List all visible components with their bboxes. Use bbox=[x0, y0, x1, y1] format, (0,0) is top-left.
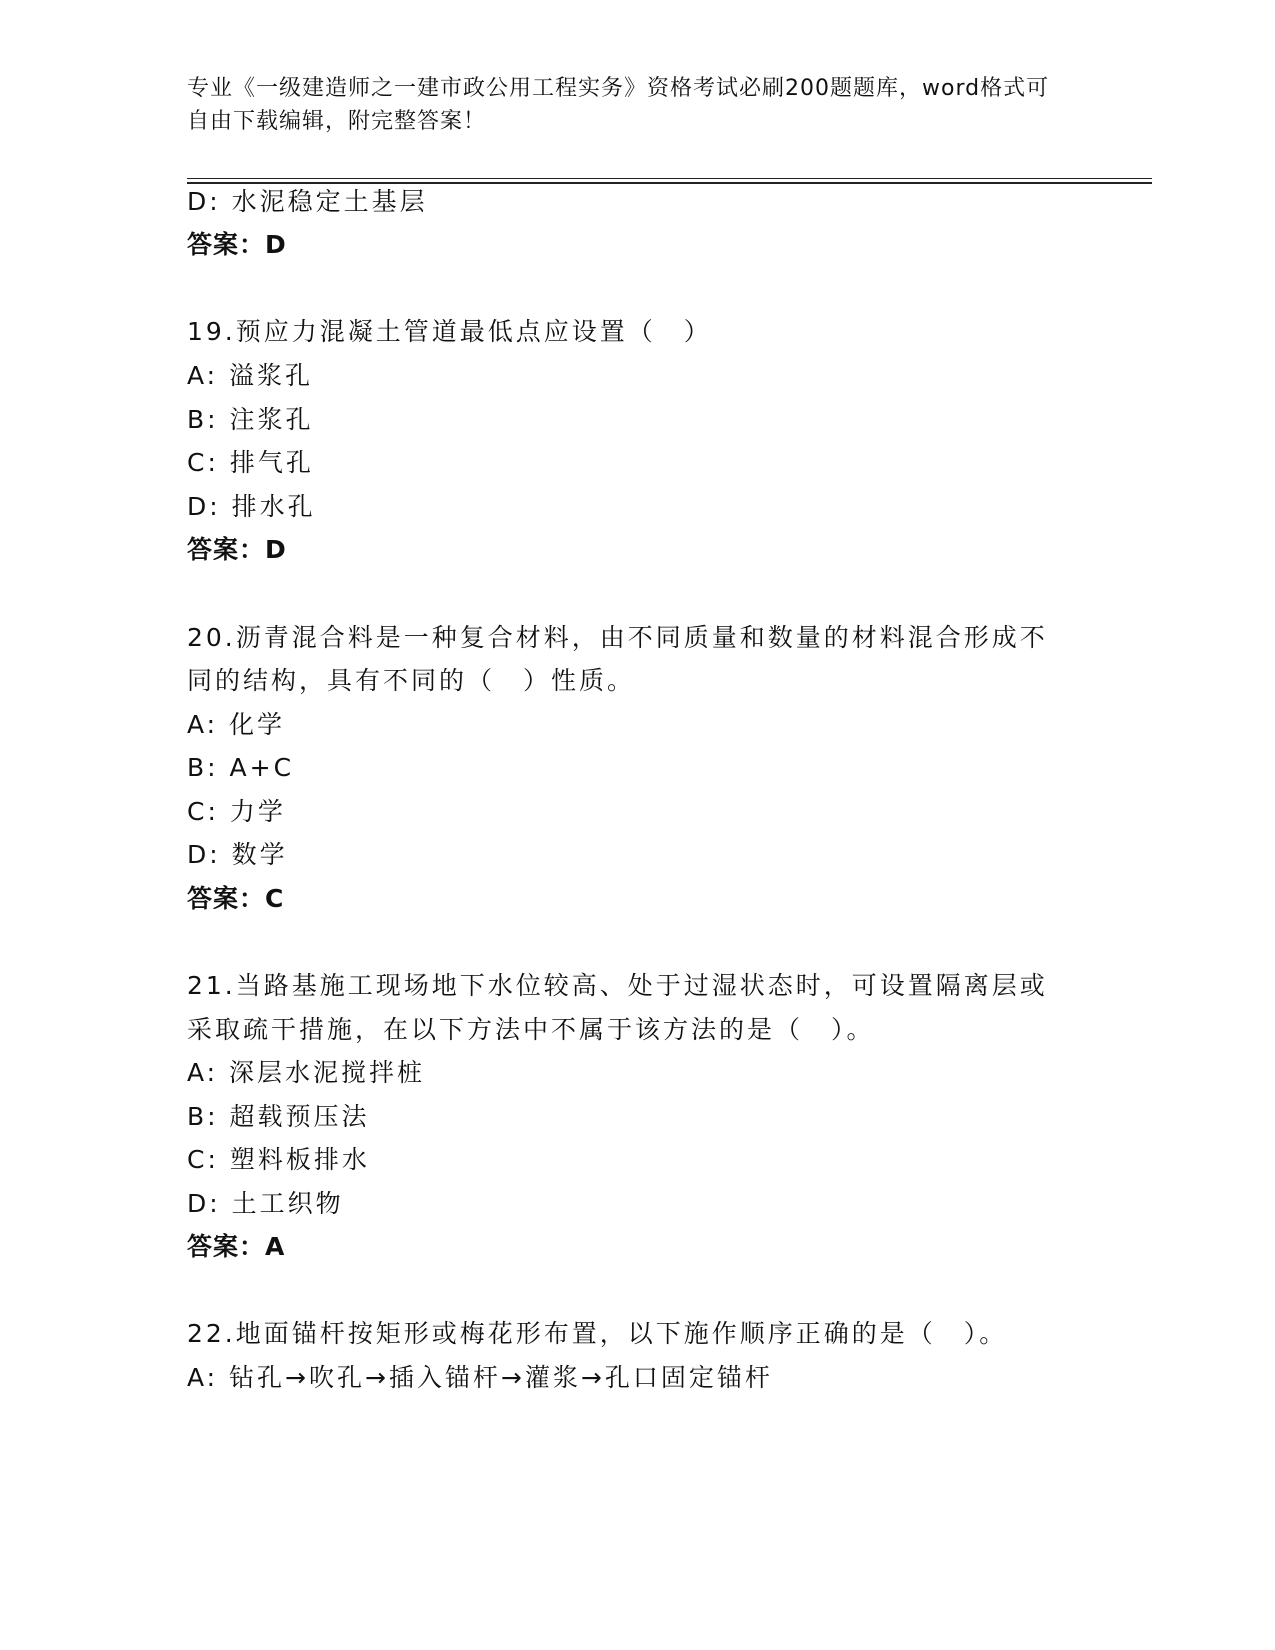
answer-line: 答案：A bbox=[187, 1232, 286, 1261]
question-stem: 20.沥青混合料是一种复合材料，由不同质量和数量的材料混合形成不 bbox=[187, 623, 1048, 652]
option-c: C: 排气孔 bbox=[187, 448, 314, 477]
question-stem-continued: 同的结构，具有不同的（ ）性质。 bbox=[187, 666, 636, 695]
option-b: B: 注浆孔 bbox=[187, 405, 314, 434]
question-stem: 22.地面锚杆按矩形或梅花形布置，以下施作顺序正确的是（ ）。 bbox=[187, 1319, 1008, 1348]
option-b: B: A+C bbox=[187, 753, 295, 782]
option-a: A: 深层水泥搅拌桩 bbox=[187, 1058, 426, 1087]
option-b: B: 超载预压法 bbox=[187, 1102, 370, 1131]
answer-line: 答案：D bbox=[187, 230, 287, 259]
question-stem: 21.当路基施工现场地下水位较高、处于过湿状态时，可设置隔离层或 bbox=[187, 971, 1048, 1000]
option-a: A: 钻孔→吹孔→插入锚杆→灌浆→孔口固定锚杆 bbox=[187, 1363, 773, 1392]
page-header: 专业《一级建造师之一建市政公用工程实务》资格考试必刷200题题库，word格式可自由下载编辑，附完整答案！ bbox=[187, 76, 1050, 134]
answer-line: 答案：C bbox=[187, 884, 285, 913]
option-d: D: 水泥稳定土基层 bbox=[187, 187, 428, 216]
question-stem: 19.预应力混凝土管道最低点应设置（ ） bbox=[187, 317, 712, 346]
option-a: A: 溢浆孔 bbox=[187, 361, 314, 390]
header-divider bbox=[187, 178, 1152, 179]
answer-line: 答案：D bbox=[187, 535, 287, 564]
option-a: A: 化学 bbox=[187, 710, 286, 739]
option-d: D: 排水孔 bbox=[187, 492, 316, 521]
option-c: C: 塑料板排水 bbox=[187, 1145, 370, 1174]
option-d: D: 土工织物 bbox=[187, 1189, 344, 1218]
question-stem-continued: 采取疏干措施，在以下方法中不属于该方法的是（ ）。 bbox=[187, 1015, 875, 1044]
option-d: D: 数学 bbox=[187, 840, 288, 869]
option-c: C: 力学 bbox=[187, 797, 286, 826]
